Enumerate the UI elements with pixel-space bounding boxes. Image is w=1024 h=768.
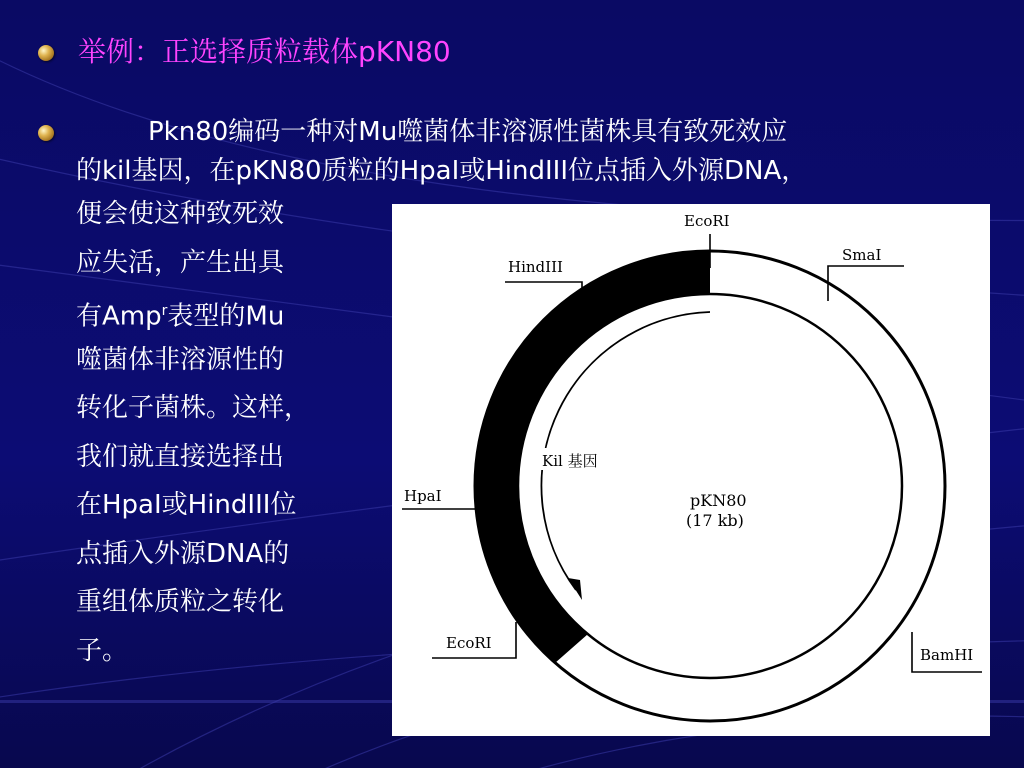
- paragraph-line-1: Pkn80编码一种对Mu噬菌体非溶源性菌株具有致死效应: [148, 117, 788, 147]
- paragraph-side-line: 转化子菌株。这样，: [76, 393, 311, 423]
- paragraph-side-line: 点插入外源DNA的: [76, 538, 290, 569]
- amp-superscript: r: [161, 303, 168, 319]
- site-label-ecori-bottom: EcoRI: [446, 634, 492, 652]
- site-label-ecori-top: EcoRI: [684, 212, 730, 230]
- plasmid-map-diagram: [392, 204, 990, 736]
- paragraph-side-line: 子。: [76, 635, 129, 666]
- paragraph-line-2: 的kil基因，在pKN80质粒的HpaI或HindIII位点插入外源DNA，: [76, 156, 808, 186]
- bullet-icon: [38, 125, 54, 141]
- paragraph-side-line: 在HpaI或HindIII位: [76, 490, 297, 520]
- bullet-icon: [38, 45, 54, 61]
- paragraph-side-line: 重组体质粒之转化: [76, 587, 285, 617]
- paragraph-side-line: 我们就直接选择出: [76, 441, 285, 472]
- amp-suffix: 表型的Mu: [167, 301, 285, 332]
- paragraph-side-line: 便会使这种致死效: [76, 199, 285, 229]
- paragraph-side-column: [76, 192, 376, 677]
- amp-prefix: 有Amp: [76, 301, 162, 332]
- plasmid-map-figure: [392, 204, 990, 736]
- kil-gene-label: Kil 基因: [542, 452, 598, 470]
- slide-title: 举例：正选择质粒载体pKN80: [78, 35, 451, 68]
- site-label-bamhi: BamHI: [920, 646, 974, 664]
- site-label-hpai: HpaI: [404, 487, 442, 505]
- site-label-smai: SmaI: [842, 246, 882, 264]
- paragraph-side-line: 噬菌体非溶源性的: [76, 344, 285, 375]
- plasmid-size: (17 kb): [686, 511, 744, 530]
- paragraph-side-line: [76, 289, 376, 338]
- paragraph-side-line: 应失活，产生出具: [76, 247, 285, 278]
- site-label-hindiii: HindIII: [508, 258, 563, 276]
- plasmid-name: pKN80: [690, 491, 747, 510]
